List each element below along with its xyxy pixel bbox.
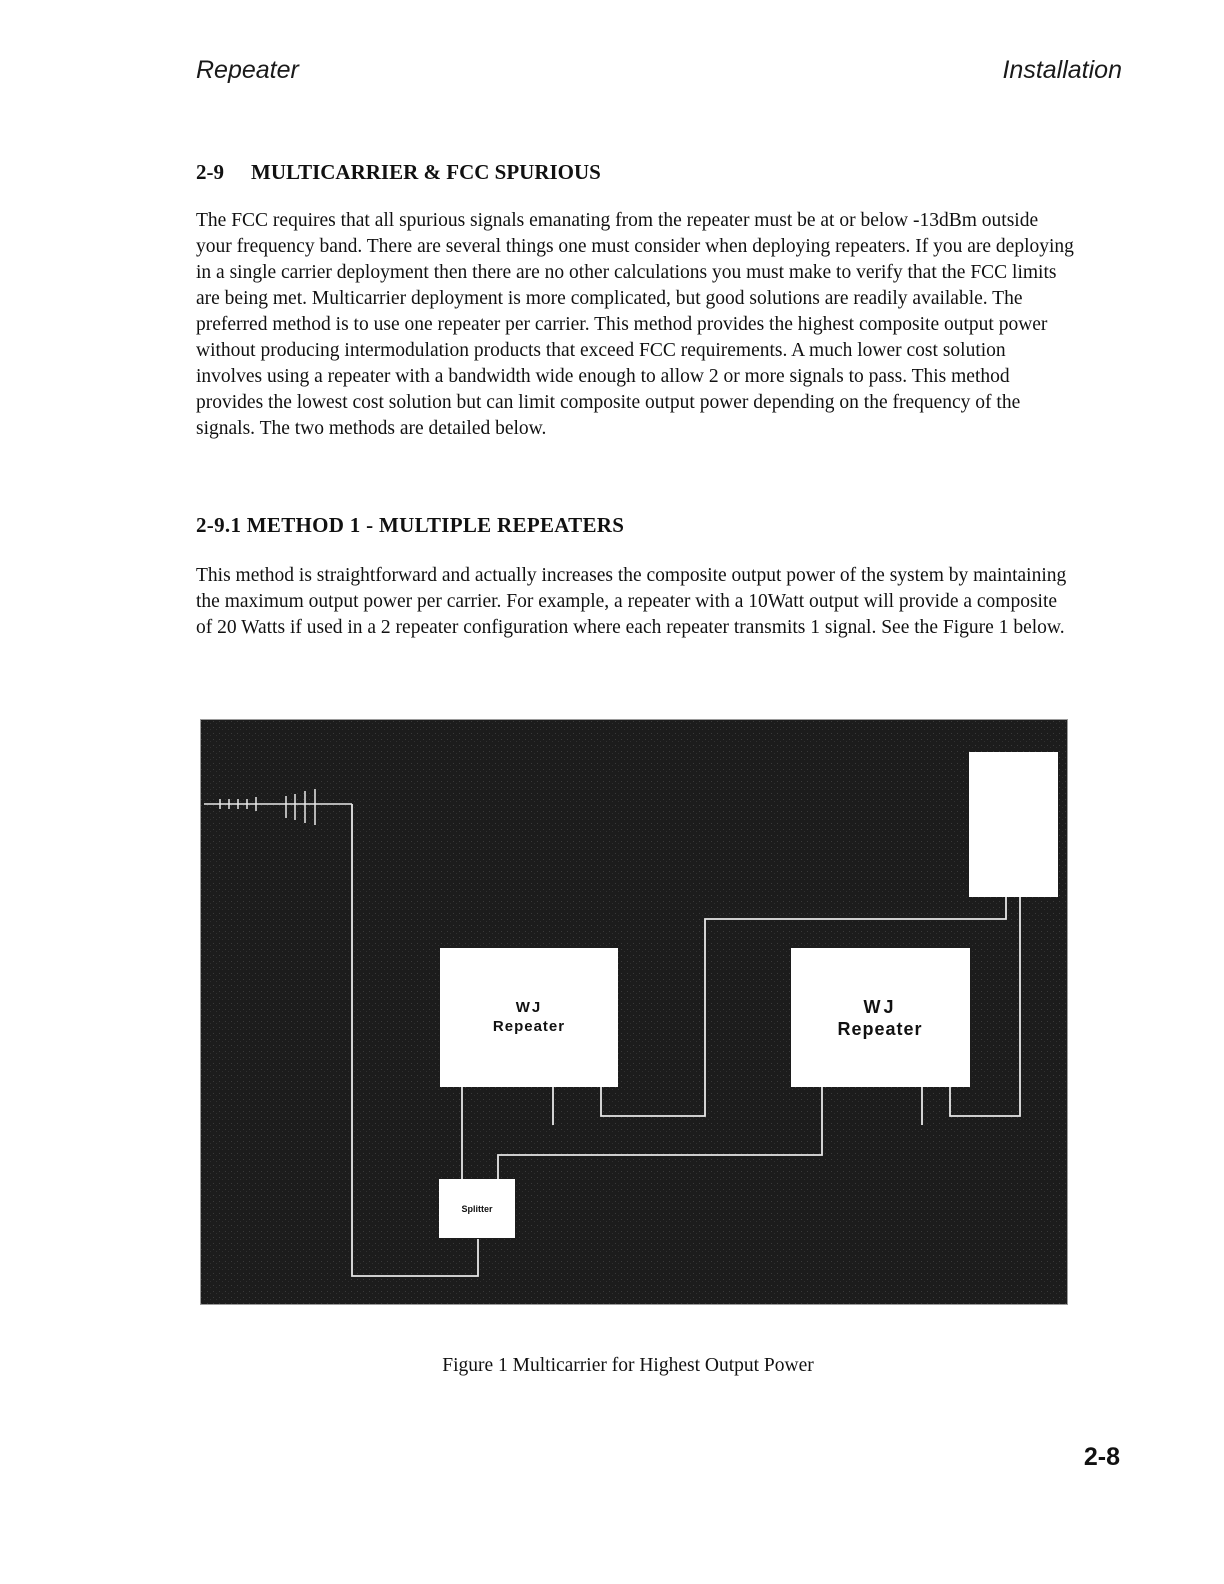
antenna-box bbox=[969, 752, 1058, 897]
subsection-paragraph: This method is straightforward and actually increases the composite output power of the system by maintaining the maximum output power per carrier. For example, a repeater with a 10Watt output will provide a composite of 20 Watts if used in a 2 repeater configuration where each repeater transmits 1 signal. See the Figure 1 below. bbox=[196, 565, 1067, 638]
repeater-2-line1: WJ bbox=[863, 997, 897, 1017]
figure-diagram bbox=[200, 719, 1068, 1305]
section-heading bbox=[196, 160, 601, 185]
subsection-heading: 2-9.1 METHOD 1 - MULTIPLE REPEATERS bbox=[196, 513, 625, 537]
running-header-left: Repeater bbox=[196, 56, 299, 84]
page-number: 2-8 bbox=[1083, 1443, 1120, 1471]
running-header-right: Installation bbox=[1002, 56, 1122, 84]
repeater-1-line2: Repeater bbox=[492, 1018, 566, 1035]
section-number: 2-9 bbox=[196, 160, 224, 184]
section-paragraph: The FCC requires that all spurious signals emanating from the repeater must be at or below -13dBm outside your frequency band. There are several things one must consider when deploying repeaters. If you are deploying in a single carrier deployment then there are no other calculations you must make to verify that the FCC limits are being met. Multicarrier deployment is more complicated, but good solutions are readily available. The preferred method is to use one repeater per carrier. This method provides the highest composite output power without producing intermodulation products that exceed FCC requirements. A much lower cost solution involves using a repeater with a bandwidth wide enough to allow 2 or more signals to pass. This method provides the lowest cost solution but can limit composite output power depending on the frequency of the signals. The two methods are detailed below. bbox=[196, 210, 1074, 439]
section-title: MULTICARRIER & FCC SPURIOUS bbox=[251, 160, 601, 184]
figure-caption: Figure 1 Multicarrier for Highest Output Power bbox=[442, 1355, 814, 1376]
repeater-box-2 bbox=[791, 948, 970, 1087]
splitter-label: Splitter bbox=[461, 1204, 493, 1214]
repeater-2-line2: Repeater bbox=[837, 1019, 923, 1039]
repeater-1-line1: WJ bbox=[515, 999, 543, 1016]
